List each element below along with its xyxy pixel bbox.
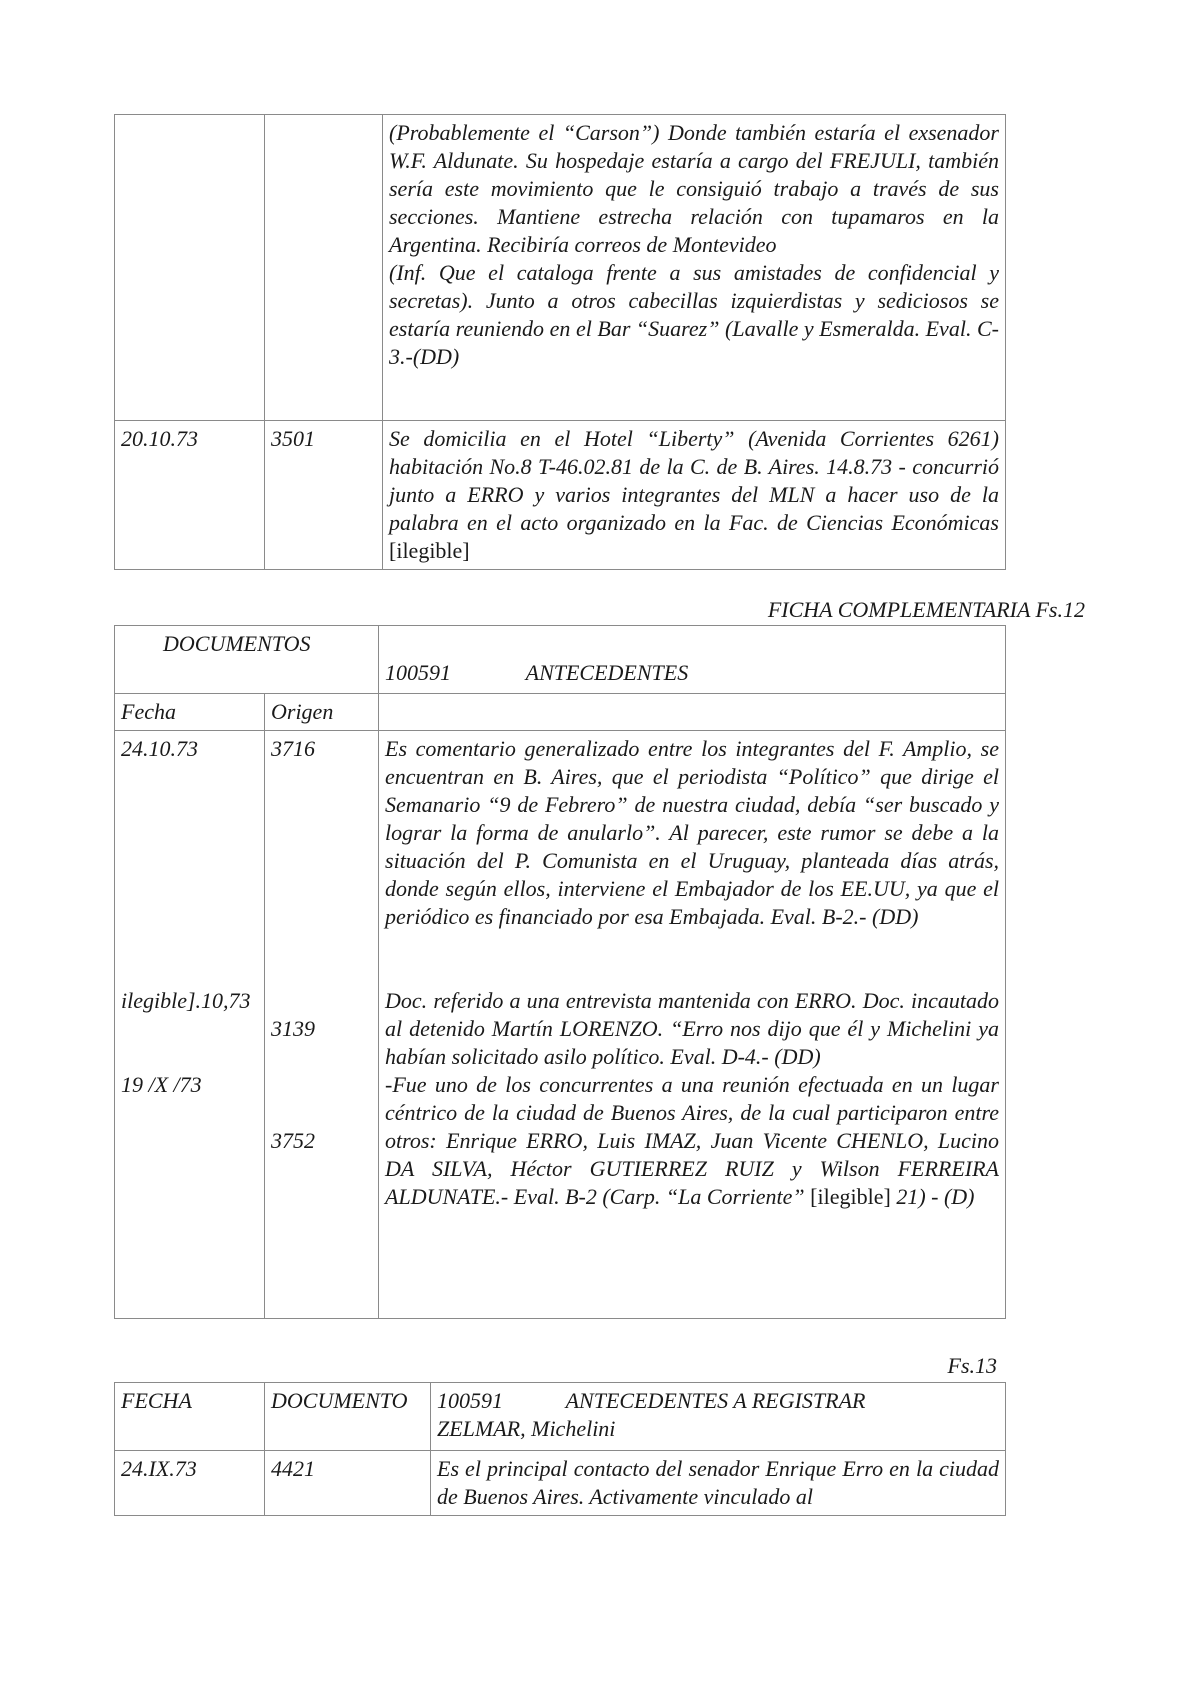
records-table-continued: [114, 114, 1006, 570]
table-row: [115, 1451, 1006, 1516]
illegible-note: [ilegible]: [810, 1184, 891, 1209]
record-number: 100591: [385, 660, 452, 685]
record-text: (Probablemente el “Carson”) Donde también estaría el exsenador W.F. Aldunate. Su hospedaje estaría a cargo del FREJULI, también sería este movimiento que le consiguió trabajo a través de sus secciones. Mantiene estrecha relación con tupamaros en la Argentina. Recibiría correos de Montevideo: [389, 120, 999, 257]
origen-value: 3139: [271, 1016, 315, 1041]
fecha-value: ilegible].10,73: [121, 988, 251, 1013]
record-text: Doc. referido a una entrevista mantenida con ERRO. Doc. incautado al detenido Martín LORENZO. “Erro nos dijo que él y Michelini ya habían solicitado asilo político. Eval. D-4.- (DD): [385, 988, 999, 1069]
record-text-cell: [383, 115, 1006, 421]
record-text: Es comentario generalizado entre los integrantes del F. Amplio, se encuentran en B. Aires, que el periodista “Político” que dirige el Semanario “9 de Febrero” de nuestra ciudad, debía “ser buscado y lograr la forma de anularlo”. Al parecer, este rumor se debe a la situación del P. Comunista en el Uruguay, planteada días atrás, donde según ellos, interviene el Embajador de los EE.UU, ya que el periódico es financiado por esa Embajada. Eval. B-2.- (DD): [385, 736, 999, 929]
empty-header-cell: [379, 694, 1006, 731]
fecha-value: 24.10.73: [121, 736, 198, 761]
documentos-header: DOCUMENTOS: [115, 626, 379, 694]
origen-cell: [265, 115, 383, 421]
subject-name: ZELMAR, Michelini: [437, 1416, 616, 1441]
table-row: [115, 115, 1006, 421]
table-header-row: [115, 1383, 1006, 1451]
record-text-cell: [379, 731, 1006, 1319]
fecha-cell: 20.10.73: [115, 421, 265, 570]
antecedentes-header: [379, 626, 1006, 694]
record-text: [385, 1071, 999, 1211]
table-row: [115, 421, 1006, 570]
record-number: 100591: [437, 1388, 503, 1413]
origen-column-header: Origen: [265, 694, 379, 731]
origen-value: 3752: [271, 1128, 315, 1153]
fecha-column-header: FECHA: [115, 1383, 265, 1451]
antecedentes-title-line: [437, 1387, 999, 1415]
table-row: [115, 731, 1006, 1319]
fecha-cell: [115, 115, 265, 421]
documento-column-header: DOCUMENTO: [265, 1383, 431, 1451]
record-text-cell: Es el principal contacto del senador Enrique Erro en la ciudad de Buenos Aires. Activamente vinculado al: [431, 1451, 1006, 1516]
fs13-label: Fs.13: [947, 1353, 997, 1378]
antecedentes-title: ANTECEDENTES: [525, 660, 689, 685]
illegible-note: [ilegible]: [389, 538, 470, 563]
record-text-cell: [383, 421, 1006, 570]
table-header-row: [115, 626, 1006, 694]
record-text: (Inf. Que el cataloga frente a sus amistades de confidencial y secretas). Junto a otros cabecillas izquierdistas y sediciosos se estaría reuniendo en el Bar “Suarez” (Lavalle y Esmeralda. Eval. C-3.-(DD): [389, 260, 999, 369]
ficha-complementaria-label: FICHA COMPLEMENTARIA Fs.12: [767, 597, 1085, 622]
fecha-cell: [115, 731, 265, 1319]
column-header-row: [115, 694, 1006, 731]
fecha-value: 19 /X /73: [121, 1072, 202, 1097]
antecedentes-title: ANTECEDENTES A REGISTRAR: [565, 1388, 866, 1413]
record-text-part: 21) - (D): [896, 1184, 975, 1209]
origen-cell: [265, 731, 379, 1319]
documentos-table: [114, 625, 1006, 1319]
origen-value: 3716: [271, 736, 315, 761]
record-text: Se domicilia en el Hotel “Liberty” (Avenida Corrientes 6261) habitación No.8 T-46.02.81 de la C. de B. Aires. 14.8.73 - concurrió junto a ERRO y varios integrantes del MLN a hacer uso de la palabra en el acto organizado en la Fac. de Ciencias Económicas: [389, 426, 999, 535]
antecedentes-header: [431, 1383, 1006, 1451]
antecedentes-a-registrar-table: [114, 1382, 1006, 1516]
origen-cell: 3501: [265, 421, 383, 570]
documento-cell: 4421: [265, 1451, 431, 1516]
record-text-part: -Fue uno de los concurrentes a una reunión efectuada en un lugar céntrico de la ciudad de Buenos Aires, de la cual participaron entre otros: Enrique ERRO, Luis IMAZ, Juan Vicente CHENLO, Lucino DA SILVA, Héctor GUTIERREZ RUIZ y Wilson FERREIRA ALDUNATE.- Eval. B-2 (Carp. “La Corriente”: [385, 1072, 999, 1209]
fecha-column-header: Fecha: [115, 694, 265, 731]
fecha-cell: 24.IX.73: [115, 1451, 265, 1516]
